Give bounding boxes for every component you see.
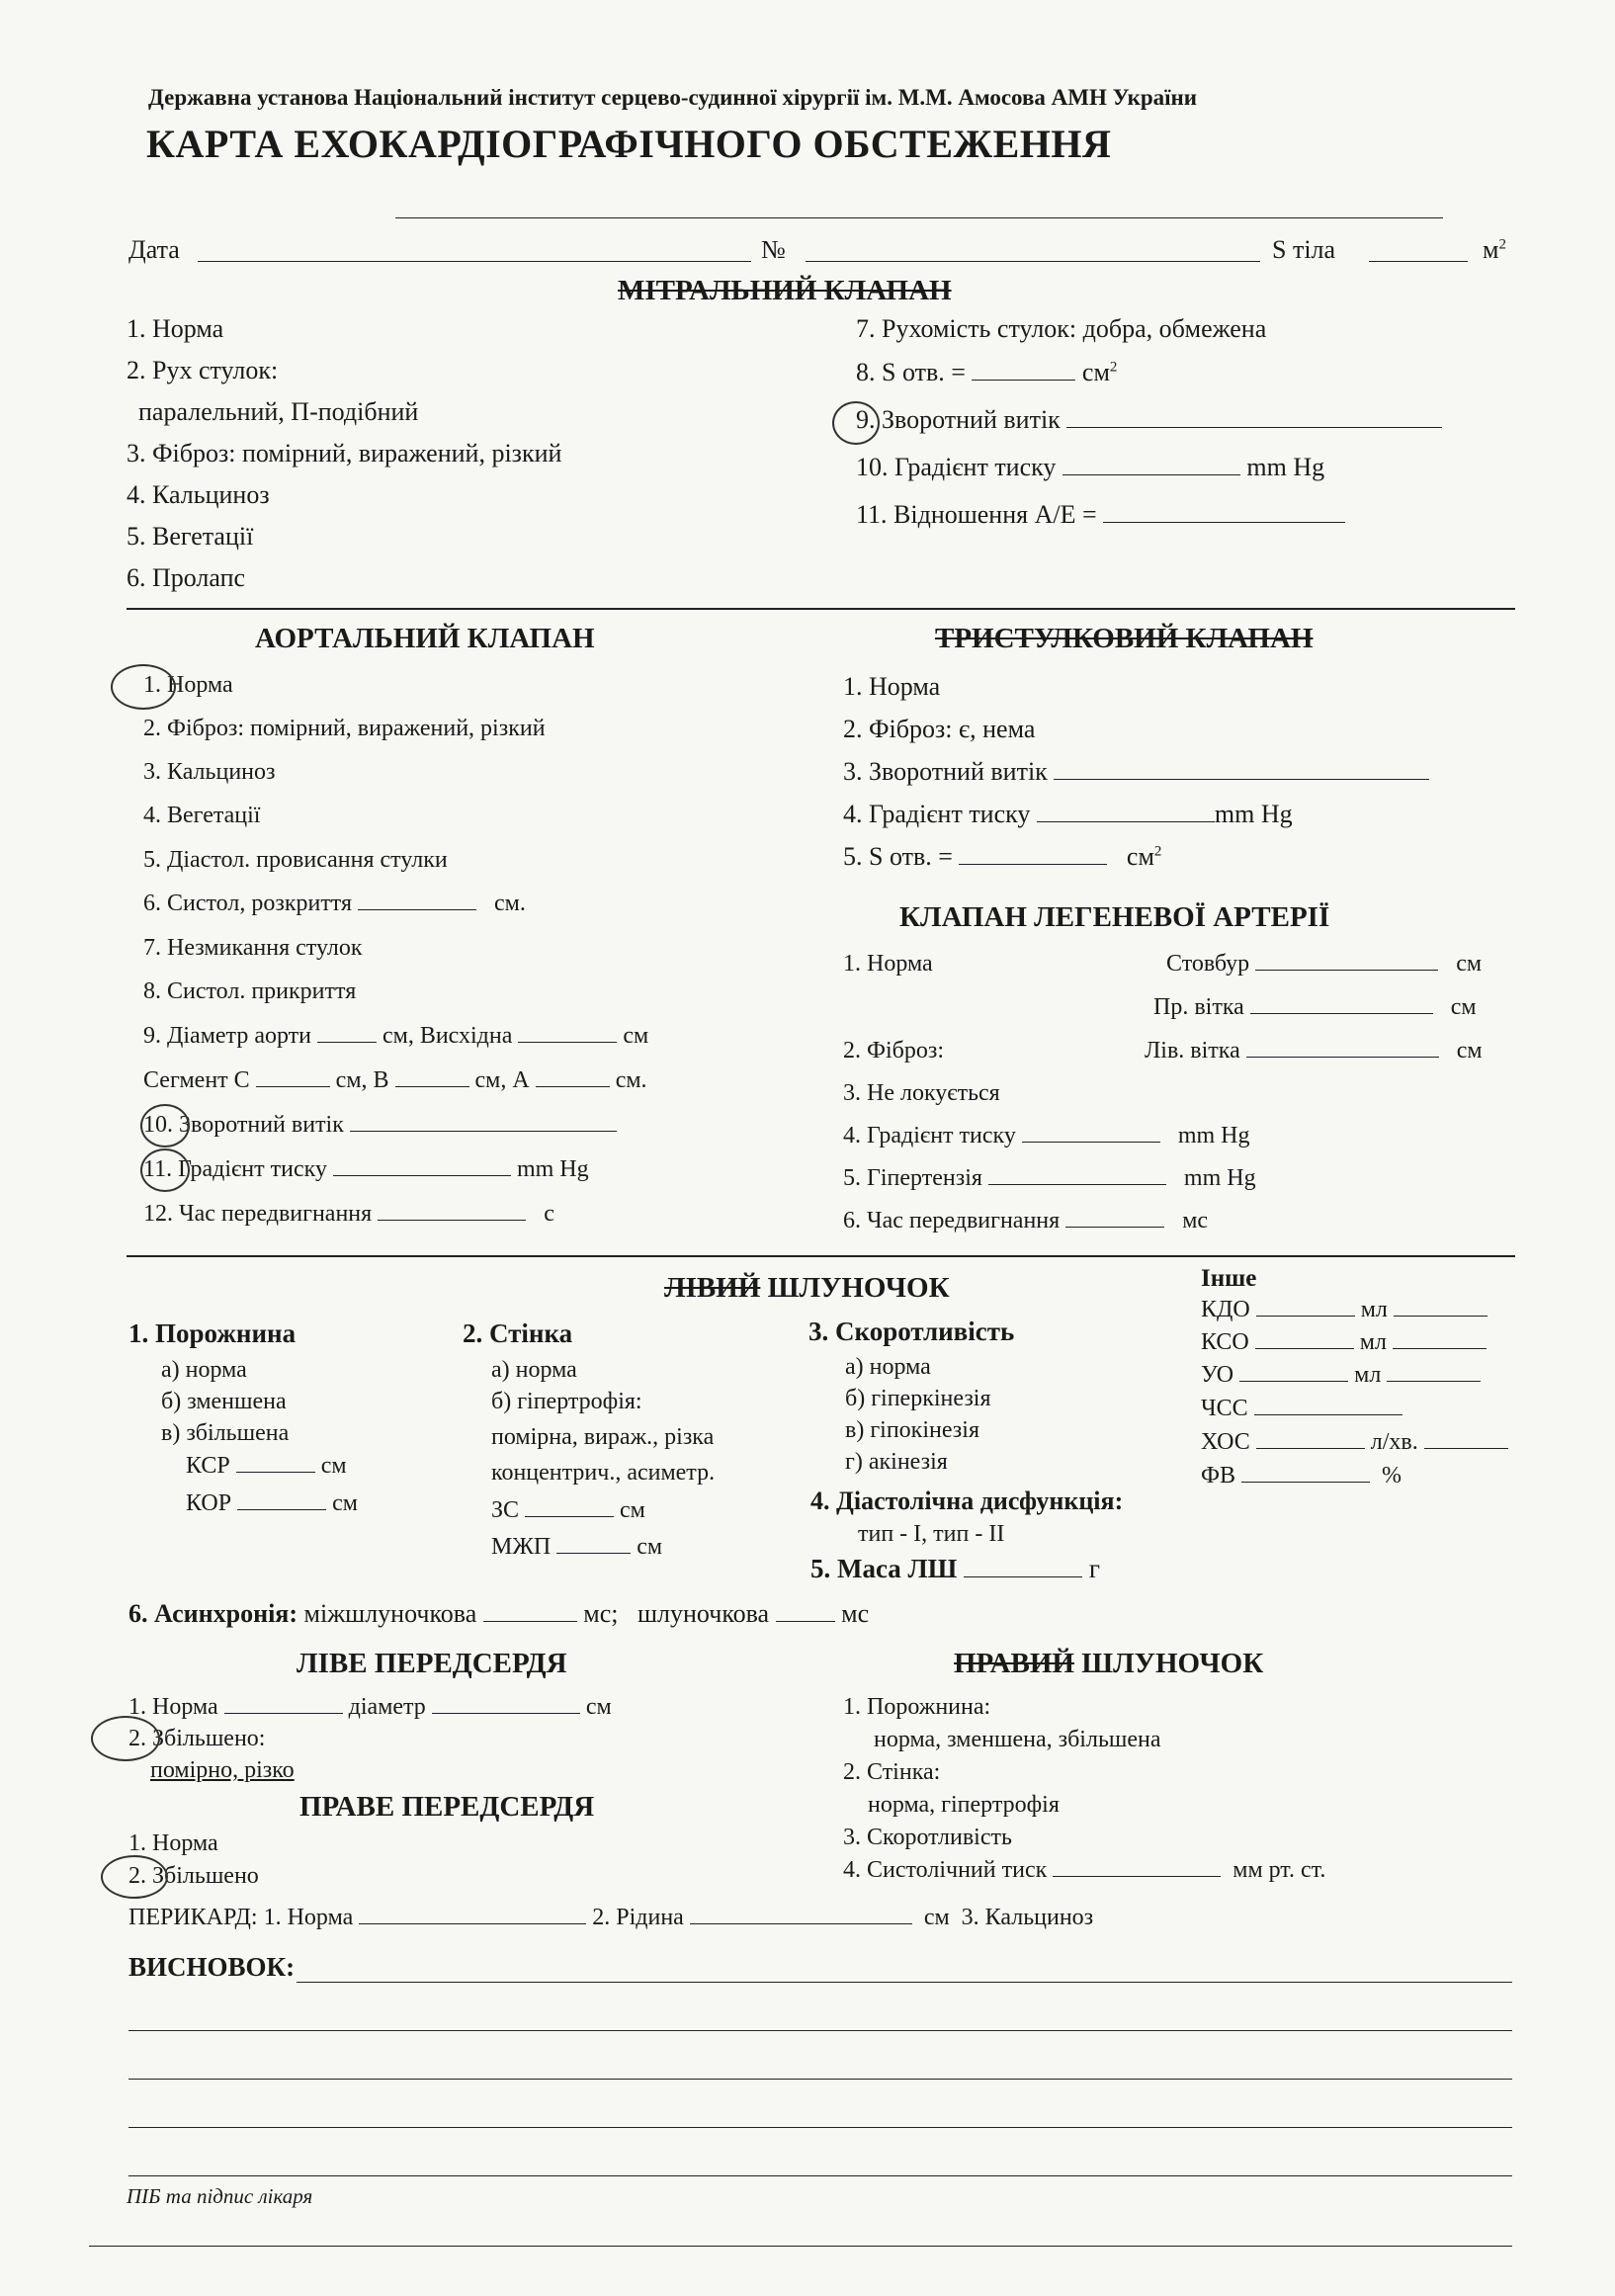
other-uo: УО мл	[1201, 1362, 1481, 1389]
conclusion-line-3[interactable]	[128, 2079, 1512, 2080]
s-body-field[interactable]	[1369, 261, 1468, 262]
s-body-unit: $м^2$	[1483, 235, 1506, 264]
lv-contr-c: в) гіпокінезія	[845, 1417, 979, 1443]
tricuspid-item-4: 4. Градієнт тиску mm Hg	[843, 800, 1293, 828]
aortic-item-10: 10. Зворотний витік	[143, 1112, 617, 1139]
lv-diastolic-types: тип - I, тип - II	[858, 1521, 1005, 1547]
aortic-item-2: 2. Фіброз: помірний, виражений, різкий	[143, 716, 546, 741]
lv-kor: КОР см	[186, 1490, 358, 1516]
lv-mzhp: МЖП см	[491, 1534, 663, 1560]
lv-wall-a: а) норма	[491, 1357, 577, 1383]
rv-item-1: 1. Порожнина:	[843, 1694, 991, 1720]
rv-item-1-options: норма, зменшена, збільшена	[874, 1727, 1161, 1752]
conclusion-line-1[interactable]	[297, 1982, 1512, 1983]
conclusion-label: ВИСНОВОК:	[128, 1952, 296, 1982]
lv-wall-b2: помірна, вираж., різка	[491, 1424, 715, 1450]
other-chss: ЧСС	[1201, 1396, 1402, 1422]
la-item-1: 1. Норма діаметр см	[128, 1694, 612, 1720]
signature-label: ПІБ та підпис лікаря	[127, 2184, 313, 2208]
institution-name: Державна установа Національний інститут серцево-судинної хірургії ім. М.М. Амосова АМН України	[148, 85, 1198, 110]
signature-line[interactable]	[89, 2246, 1512, 2247]
lv-ksr: КСР см	[186, 1453, 347, 1479]
pulmonary-item-1: 1. Норма	[843, 951, 933, 977]
other-kso: КСО мл	[1201, 1329, 1487, 1356]
aortic-item-1: 1. Норма	[143, 672, 233, 698]
aortic-item-5: 5. Діастол. провисання стулки	[143, 847, 448, 873]
pericard-row: ПЕРИКАРД: 1. Норма 2. Рідина см 3. Кальциноз	[128, 1905, 1094, 1930]
lv-cavity-title: 1. Порожнина	[128, 1318, 297, 1348]
la-item-2: 2. Збільшено:	[128, 1726, 266, 1751]
tricuspid-item-1: 1. Норма	[843, 672, 941, 701]
other-title: Інше	[1201, 1265, 1257, 1292]
rv-item-2-options: норма, гіпертрофія	[868, 1792, 1060, 1818]
mitral-item-2-options: паралельний, П-подібний	[138, 397, 419, 426]
conclusion-line-4[interactable]	[128, 2127, 1512, 2128]
tricuspid-item-5: 5. S отв. = $см^2$	[843, 842, 1162, 871]
lv-contr-d: г) акінезія	[845, 1449, 948, 1475]
other-fv: ФВ %	[1201, 1463, 1402, 1488]
la-title: ЛІВЕ ПЕРЕДСЕРДЯ	[297, 1648, 567, 1679]
lv-contr-a: а) норма	[845, 1354, 931, 1380]
lv-diastolic-title: 4. Діастолічна дисфункція:	[810, 1487, 1124, 1515]
number-label: №	[761, 235, 786, 264]
section-divider	[127, 1255, 1515, 1257]
lv-mass: 5. Маса ЛШ г	[810, 1554, 1100, 1583]
rv-item-3: 3. Скоротливість	[843, 1825, 1012, 1850]
mitral-item-10: 10. Градієнт тиску mm Hg	[856, 453, 1325, 481]
selection-circle-icon	[101, 1855, 168, 1899]
pulmonary-item-5: 5. Гіпертензія mm Hg	[843, 1165, 1256, 1191]
aortic-item-11: 11. Градієнт тиску mm Hg	[143, 1156, 589, 1182]
pulmonary-item-4: 4. Градієнт тиску mm Hg	[843, 1123, 1250, 1148]
selection-circle-icon	[832, 401, 880, 445]
s-body-label: S тіла	[1272, 235, 1336, 264]
aortic-item-12: 12. Час передвигнання с	[143, 1201, 554, 1227]
date-label: Дата	[128, 235, 180, 264]
ra-item-2: 2. Збільшено	[128, 1863, 259, 1889]
mitral-item-9: 9. Зворотний витік	[856, 405, 1442, 435]
patient-name-line[interactable]	[395, 217, 1443, 218]
pulmonary-right-branch: Пр. вітка см	[1153, 994, 1477, 1020]
lv-contr-b: б) гіперкінезія	[845, 1386, 991, 1411]
la-item-2-degree: помірно, різко	[150, 1757, 295, 1783]
aortic-item-4: 4. Вегетації	[143, 803, 261, 828]
lv-wall-b3: концентрич., асиметр.	[491, 1460, 716, 1486]
form-title: КАРТА ЕХОКАРДІОГРАФІЧНОГО ОБСТЕЖЕННЯ	[146, 122, 1112, 166]
date-field[interactable]	[198, 261, 751, 262]
selection-circle-icon	[140, 1148, 190, 1192]
lv-wall-b: б) гіпертрофія:	[491, 1389, 642, 1414]
mitral-item-4: 4. Кальциноз	[127, 480, 270, 509]
mitral-item-5: 5. Вегетації	[127, 522, 254, 551]
mitral-item-3: 3. Фіброз: помірний, виражений, різкий	[127, 439, 562, 468]
aortic-title: АОРТАЛЬНИЙ КЛАПАН	[255, 623, 595, 654]
aortic-segments: Сегмент С см, В см, А см.	[143, 1067, 647, 1093]
conclusion-line-5[interactable]	[128, 2175, 1512, 2176]
section-divider	[127, 608, 1515, 610]
pulmonary-item-6: 6. Час передвигнання мс	[843, 1208, 1209, 1233]
ra-item-1: 1. Норма	[128, 1830, 218, 1856]
tricuspid-item-2: 2. Фіброз: є, нема	[843, 715, 1036, 743]
pulmonary-left-branch: Лів. вітка см	[1145, 1038, 1483, 1063]
mitral-item-8: 8. S отв. = $см^2$	[856, 358, 1118, 386]
mitral-item-1: 1. Норма	[127, 314, 224, 343]
pulmonary-trunk: Стовбур см	[1166, 951, 1483, 977]
lv-cavity-b: б) зменшена	[161, 1389, 287, 1414]
lv-contractility-title: 3. Скоротливість	[808, 1317, 1015, 1346]
mitral-title: МІТРАЛЬНИЙ КЛАПАН	[618, 275, 952, 306]
pulmonary-title: КЛАПАН ЛЕГЕНЕВОЇ АРТЕРІЇ	[899, 901, 1330, 933]
mitral-item-7: 7. Рухомість стулок: добра, обмежена	[856, 314, 1267, 343]
selection-circle-icon	[111, 664, 176, 710]
aortic-item-3: 3. Кальциноз	[143, 759, 276, 785]
rv-title: ПРАВИЙ ШЛУНОЧОК	[954, 1648, 1264, 1679]
ra-title: ПРАВЕ ПЕРЕДСЕРДЯ	[299, 1791, 595, 1823]
mitral-item-2: 2. Рух стулок:	[127, 356, 279, 384]
aortic-item-9: 9. Діаметр аорти см, Висхідна см	[143, 1023, 649, 1049]
lv-asynchrony: 6. Асинхронія: міжшлуночкова мс; шлуночкова мс	[128, 1599, 870, 1628]
other-khos: ХОС л/хв.	[1201, 1429, 1508, 1456]
conclusion-line-2[interactable]	[128, 2030, 1512, 2031]
mitral-item-6: 6. Пролапс	[127, 563, 246, 592]
rv-item-2: 2. Стінка:	[843, 1759, 941, 1785]
tricuspid-title: ТРИСТУЛКОВИЙ КЛАПАН	[935, 623, 1314, 654]
aortic-item-7: 7. Незмикання стулок	[143, 935, 363, 961]
aortic-item-6: 6. Систол, розкриття см.	[143, 891, 526, 916]
lv-cavity-a: а) норма	[161, 1357, 247, 1383]
tricuspid-item-3: 3. Зворотний витік	[843, 757, 1429, 787]
lv-cavity-c: в) збільшена	[161, 1420, 290, 1446]
other-kdo: КДО мл	[1201, 1297, 1488, 1323]
selection-circle-icon	[91, 1716, 160, 1761]
lv-wall-title: 2. Стінка	[463, 1318, 573, 1348]
pulmonary-item-2: 2. Фіброз:	[843, 1038, 944, 1063]
mitral-item-11: 11. Відношення A/E =	[856, 500, 1345, 530]
lv-title: ЛІВИЙ ШЛУНОЧОК	[664, 1272, 950, 1304]
selection-circle-icon	[140, 1104, 190, 1148]
pulmonary-item-3: 3. Не локується	[843, 1080, 1000, 1106]
lv-zs: ЗС см	[491, 1497, 645, 1523]
rv-item-4: 4. Систолічний тиск мм рт. ст.	[843, 1857, 1326, 1883]
aortic-item-8: 8. Систол. прикриття	[143, 978, 357, 1004]
number-field[interactable]	[806, 261, 1260, 262]
